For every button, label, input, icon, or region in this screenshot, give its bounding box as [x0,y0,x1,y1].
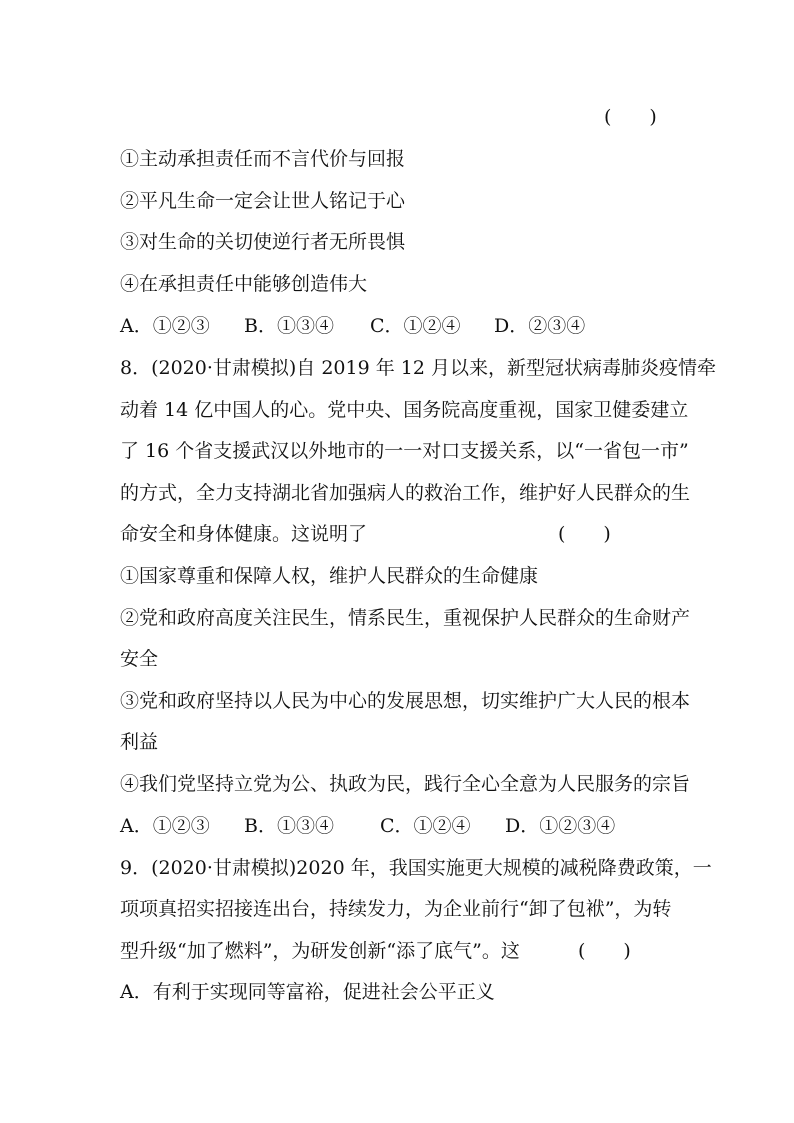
q9-option-a: A．有利于实现同等富裕，促进社会公平正义 [120,981,495,1003]
q8-stem-line-1: 8．(2020·甘肃模拟)自 2019 年 12 月以来，新型冠状病毒肺炎疫情牵 [120,357,716,379]
q7-item-3: ③对生命的关切使逆行者无所畏惧 [120,231,406,253]
q7-option-d: D．②③④ [494,315,586,337]
q7-option-b: B．①③④ [244,315,334,337]
q7-item-4: ④在承担责任中能够创造伟大 [120,273,368,295]
q8-answer-paren: ( ) [558,523,611,545]
q8-option-b: B．①③④ [244,815,334,837]
answer-paren: ( ) [604,106,657,128]
q9-stem-line-3: 型升级“加了燃料”，为研发创新“添了底气”。这 [120,940,520,962]
q7-item-1: ①主动承担责任而不言代价与回报 [120,148,406,170]
q7-item-2: ②平凡生命一定会让世人铭记于心 [120,190,406,212]
q9-stem-line-1: 9．(2020·甘肃模拟)2020 年，我国实施更大规模的减税降费政策，一 [120,857,712,879]
q8-option-d: D．①②③④ [505,815,616,837]
q8-item-3-cont: 利益 [120,731,159,753]
q8-stem-line-2: 动着 14 亿中国人的心。党中央、国务院高度重视，国家卫健委建立 [120,399,689,421]
q8-stem-line-3: 了 16 个省支援武汉以外地市的一一对口支援关系，以“一省包一市” [120,440,689,462]
q8-option-a: A．①②③ [120,815,210,837]
q8-item-1: ①国家尊重和保障人权，维护人民群众的生命健康 [120,565,539,587]
q8-item-2-cont: 安全 [120,648,159,670]
q7-option-a: A．①②③ [120,315,210,337]
q8-stem-line-4: 的方式，全力支持湖北省加强病人的救治工作，维护好人民群众的生 [120,482,691,504]
q8-stem-line-5: 命安全和身体健康。这说明了 [120,523,368,545]
q8-item-3: ③党和政府坚持以人民为中心的发展思想，切实维护广大人民的根本 [120,690,691,712]
q8-option-c: C．①②④ [380,815,471,837]
q9-stem-line-2: 项项真招实招接连出台，持续发力，为企业前行“卸了包袱”，为转 [120,898,672,920]
q7-option-c: C．①②④ [370,315,461,337]
q8-item-4: ④我们党坚持立党为公、执政为民，践行全心全意为人民服务的宗旨 [120,773,691,795]
q8-item-2: ②党和政府高度关注民生，情系民生，重视保护人民群众的生命财产 [120,607,691,629]
q9-answer-paren: ( ) [578,940,631,962]
